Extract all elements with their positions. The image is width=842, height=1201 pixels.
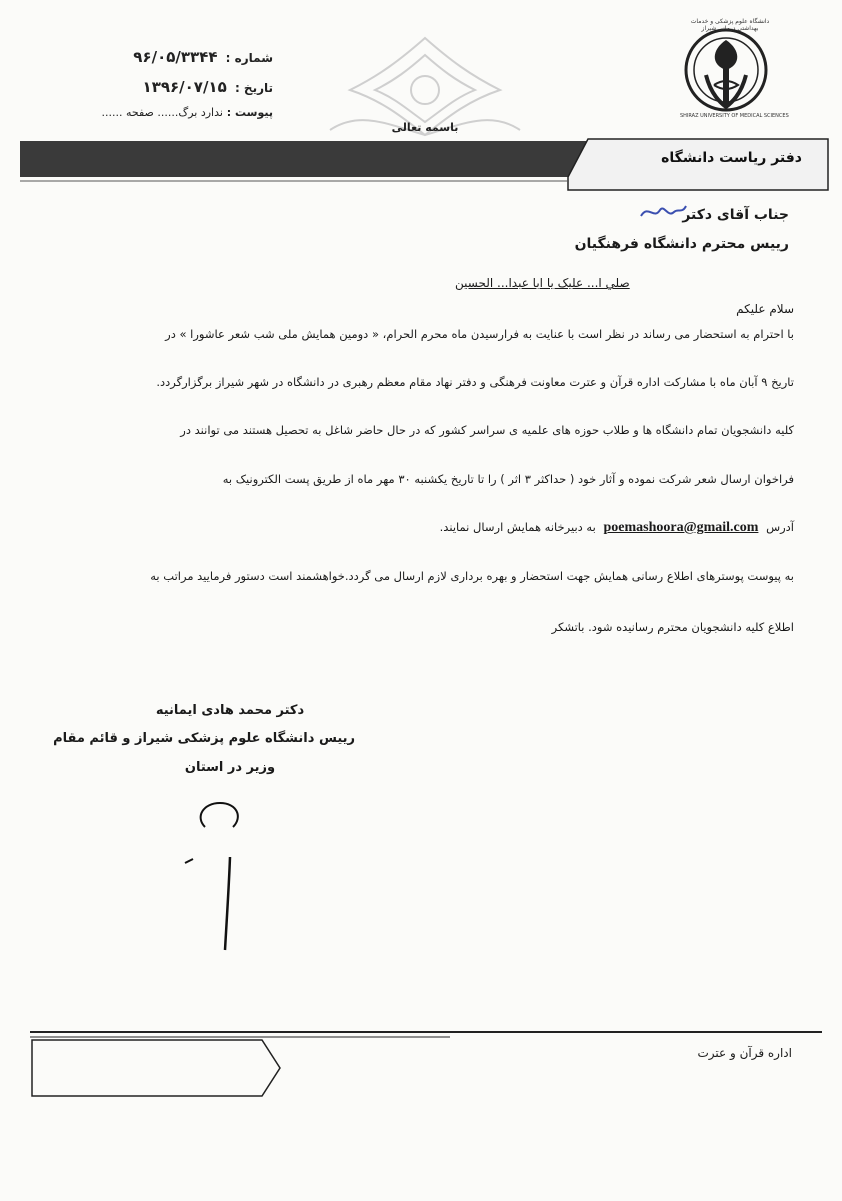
recipient-line1: جناب آقای دکتر: [682, 207, 789, 223]
recipient-line2: رییس محترم دانشگاه فرهنگیان: [574, 236, 789, 252]
salutation: صلي ا... عليک يا ابا عبدا... الحسين: [455, 276, 630, 290]
body-paragraph-2: تاریخ ۹ آبان ماه با مشارکت اداره قرآن و عترت معاونت فرهنگی و دفتر نهاد مقام معظم رهبری در دانشگاه در شهر شیراز برگزارگردد.: [156, 375, 794, 389]
body-paragraph-7: اطلاع کلیه دانشجویان محترم رسانیده شود. باتشکر: [551, 620, 794, 634]
greeting: سلام علیکم: [736, 302, 794, 316]
logo-arc-text-fa: دانشگاه علوم پزشکی و خدمات بهداشتی درمانی شیراز: [690, 18, 770, 32]
attachment-label: پیوست :: [226, 106, 273, 119]
handwritten-name-mark: [638, 200, 688, 224]
body-paragraph-6: به پیوست پوسترهای اطلاع رسانی همایش جهت استحضار و بهره برداری لازم ارسال می گردد.خواهشمند است دستور فرمایید مراتب به: [150, 569, 794, 583]
signatory-name: دکتر محمد هادی ایمانیه: [155, 703, 305, 718]
email-link[interactable]: poemashoora@gmail.com: [603, 520, 759, 535]
body-paragraph-3: کلیه دانشجویان تمام دانشگاه ها و طلاب حوزه های علمیه ی سراسر کشور که در حال حاضر شاغل به تحصیل هستند می توانند در: [180, 423, 794, 437]
handwritten-signature: [175, 795, 265, 955]
logo-arc-text-en: SHIRAZ UNIVERSITY OF MEDICAL SCIENCES: [680, 113, 789, 119]
address-suffix: به دبیرخانه همایش ارسال نمایند.: [439, 520, 596, 534]
signatory-title-2: وزیر در استان: [184, 760, 276, 775]
letter-date: [98, 78, 273, 96]
letter-number: [98, 48, 273, 66]
footer-cc: اداره قرآن و عترت: [697, 1046, 792, 1060]
office-title: دفتر ریاست دانشگاه: [661, 150, 802, 166]
address-prefix: آدرس: [766, 520, 794, 534]
date-value: ۱۳۹۶/۰۷/۱۵: [142, 78, 227, 96]
signatory-title-1: رییس دانشگاه علوم پزشکی شیراز و قائم مقام: [53, 731, 355, 746]
body-paragraph-4: فراخوان ارسال شعر شرکت نموده و آثار خود ( حداکثر ۳ اثر ) را تا تاریخ یکشنبه ۳۰ مهر ماه از طریق پست الکترونیک به: [222, 472, 794, 486]
basmala: باسمه تعالی: [391, 121, 459, 134]
number-label: شماره :: [225, 51, 273, 65]
number-value: ۹۶/۰۵/۳۳۴۴: [133, 48, 218, 66]
letter-attachment: [98, 106, 273, 119]
body-paragraph-5: [440, 520, 794, 536]
body-paragraph-1: با احترام به استحضار می رساند در نظر است با عنایت به فرارسیدن ماه محرم الحرام، « دومین همایش ملی شب شعر عاشورا » در: [165, 327, 794, 341]
footer-stamp-box: [30, 1038, 282, 1098]
attachment-value: ندارد برگ...... صفحه ......: [101, 106, 223, 119]
date-label: تاریخ :: [234, 81, 273, 95]
